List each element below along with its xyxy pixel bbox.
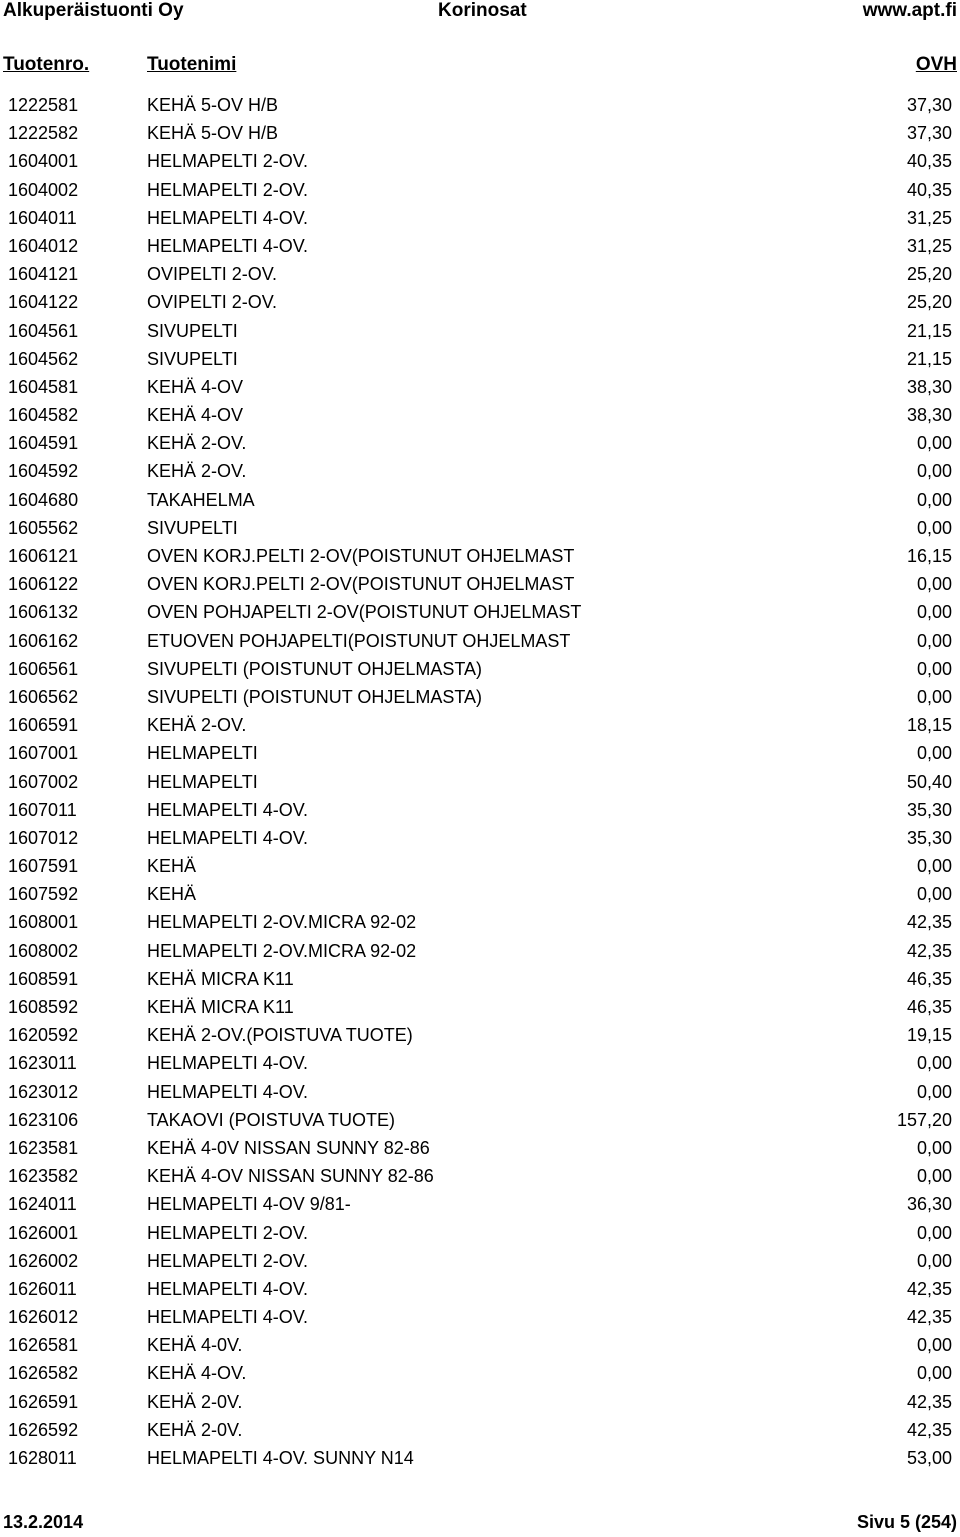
product-name-cell: HELMAPELTI 4-OV. SUNNY N14 (147, 1448, 414, 1468)
table-row (0, 457, 960, 485)
product-name-cell: HELMAPELTI 4-OV. (147, 235, 309, 256)
product-number-cell: 1606162 (8, 630, 79, 651)
table-row (0, 1021, 960, 1049)
product-name-cell: KEHÄ 4-OV NISSAN SUNNY 82-86 (147, 1166, 434, 1187)
product-number-cell: 1604001 (8, 151, 79, 172)
product-number-cell: 1604002 (8, 179, 79, 200)
product-number-cell: 1604121 (8, 264, 79, 285)
product-name-cell: KEHÄ 2-OV. (147, 461, 247, 482)
product-number-cell: 1626591 (8, 1391, 79, 1412)
price-cell: 0,00 (916, 517, 952, 538)
table-row (0, 1416, 960, 1444)
price-cell: 42,35 (906, 1278, 952, 1299)
price-cell: 40,35 (906, 151, 952, 172)
product-number-cell: 1607591 (8, 856, 79, 877)
product-name-cell: KEHÄ 5-OV H/B (147, 95, 279, 115)
table-row (0, 683, 960, 711)
price-cell: 42,35 (906, 1307, 952, 1328)
table-row (0, 1331, 960, 1359)
product-number-cell: 1607001 (8, 743, 79, 764)
product-number-cell: 1607011 (8, 799, 77, 820)
product-number-cell: 1606561 (8, 658, 79, 679)
price-cell: 0,00 (916, 743, 952, 764)
price-cell: 35,30 (906, 827, 952, 848)
product-number-cell: 1623011 (8, 1053, 77, 1074)
product-number-cell: 1607002 (8, 771, 79, 792)
price-cell: 0,00 (916, 1053, 952, 1074)
product-number-cell: 1608001 (8, 912, 79, 933)
price-cell: 0,00 (916, 658, 952, 679)
product-name-cell: HELMAPELTI 4-OV. (147, 207, 309, 228)
price-cell: 37,30 (906, 95, 952, 115)
product-name-cell: HELMAPELTI 4-OV. (147, 827, 309, 848)
product-name-cell: HELMAPELTI 4-OV. (147, 799, 309, 820)
price-cell: 35,30 (906, 799, 952, 820)
product-name-cell: KEHÄ 4-OV (147, 405, 244, 426)
product-name-cell: SIVUPELTI (147, 348, 238, 369)
table-row (0, 796, 960, 824)
table-row (0, 1275, 960, 1303)
product-name-cell: KEHÄ 2-0V. (147, 1419, 243, 1440)
table-row (0, 401, 960, 429)
product-number-cell: 1605562 (8, 517, 79, 538)
product-name-cell: HELMAPELTI 4-OV. (147, 1278, 309, 1299)
product-number-cell: 1623581 (8, 1137, 79, 1158)
column-header-product-name: Tuotenimi (147, 54, 237, 75)
table-row (0, 993, 960, 1021)
table-row (0, 908, 960, 936)
price-cell: 53,00 (906, 1448, 952, 1468)
product-name-cell: KEHÄ MICRA K11 (147, 968, 294, 989)
product-name-cell: HELMAPELTI 2-OV. (147, 151, 309, 172)
price-cell: 16,15 (906, 546, 952, 566)
price-cell: 42,35 (906, 912, 952, 933)
product-name-cell: SIVUPELTI (147, 320, 238, 341)
page-footer (0, 1512, 960, 1536)
table-row (0, 232, 960, 260)
price-cell: 37,30 (906, 123, 952, 144)
price-cell: 0,00 (916, 686, 952, 707)
table-row (0, 768, 960, 796)
product-name-cell: HELMAPELTI 4-OV. (147, 1081, 309, 1102)
product-number-cell: 1606132 (8, 602, 79, 623)
product-name-cell: SIVUPELTI (147, 517, 238, 538)
product-number-cell: 1604581 (8, 376, 79, 397)
column-header-product-no: Tuotenro. (3, 54, 90, 75)
price-cell: 0,00 (916, 1081, 952, 1102)
table-row (0, 965, 960, 993)
product-name-cell: TAKAHELMA (147, 489, 255, 510)
table-row (0, 514, 960, 542)
table-row (0, 598, 960, 626)
category-title: Korinosat (438, 0, 527, 21)
product-number-cell: 1626002 (8, 1250, 79, 1271)
product-number-cell: 1624011 (8, 1194, 77, 1215)
price-cell: 38,30 (906, 405, 952, 426)
product-number-cell: 1604011 (8, 207, 77, 228)
product-name-cell: KEHÄ 2-0V. (147, 1391, 243, 1412)
product-number-cell: 1620592 (8, 1025, 79, 1046)
product-number-cell: 1626012 (8, 1307, 79, 1328)
product-number-cell: 1604561 (8, 320, 79, 341)
product-name-cell: HELMAPELTI (147, 771, 258, 792)
price-cell: 0,00 (916, 1137, 952, 1158)
product-name-cell: OVEN KORJ.PELTI 2-OV(POISTUNUT OHJELMAST (147, 546, 575, 566)
product-number-cell: 1608592 (8, 997, 79, 1017)
table-row (0, 1106, 960, 1134)
product-name-cell: HELMAPELTI 4-OV. (147, 1053, 309, 1074)
table-row (0, 1359, 960, 1387)
table-row (0, 937, 960, 965)
product-number-cell: 1608591 (8, 968, 79, 989)
product-number-cell: 1623012 (8, 1081, 79, 1102)
product-name-cell: KEHÄ 4-OV (147, 376, 244, 397)
product-number-cell: 1606122 (8, 574, 79, 595)
table-row (0, 1303, 960, 1331)
product-name-cell: OVEN POHJAPELTI 2-OV(POISTUNUT OHJELMAST (147, 602, 582, 623)
table-row (0, 486, 960, 514)
product-number-cell: 1604591 (8, 433, 79, 454)
table-row (0, 711, 960, 739)
print-date: 13.2.2014 (3, 1512, 84, 1532)
price-cell: 0,00 (916, 1166, 952, 1187)
product-name-cell: SIVUPELTI (POISTUNUT OHJELMASTA) (147, 658, 483, 679)
product-number-cell: 1626582 (8, 1363, 79, 1384)
product-name-cell: OVIPELTI 2-OV. (147, 264, 278, 285)
product-name-cell: HELMAPELTI 4-OV 9/81- (147, 1194, 351, 1215)
price-cell: 0,00 (916, 489, 952, 510)
table-row (0, 176, 960, 204)
price-cell: 0,00 (916, 461, 952, 482)
product-name-cell: KEHÄ 2-OV.(POISTUVA TUOTE) (147, 1025, 413, 1046)
price-cell: 25,20 (906, 264, 952, 285)
product-name-cell: HELMAPELTI 2-OV. (147, 1222, 309, 1243)
price-cell: 21,15 (906, 348, 952, 369)
product-name-cell: KEHÄ MICRA K11 (147, 997, 294, 1017)
product-name-cell: KEHÄ 4-0V. (147, 1335, 243, 1356)
product-name-cell: HELMAPELTI 2-OV.MICRA 92-02 (147, 940, 417, 961)
price-cell: 42,35 (906, 940, 952, 961)
price-cell: 46,35 (906, 997, 952, 1017)
product-number-cell: 1604562 (8, 348, 79, 369)
price-cell: 18,15 (906, 715, 952, 736)
price-cell: 0,00 (916, 433, 952, 454)
table-row (0, 542, 960, 570)
price-cell: 0,00 (916, 856, 952, 877)
price-cell: 50,40 (906, 771, 952, 792)
table-row (0, 345, 960, 373)
table-row (0, 824, 960, 852)
table-row (0, 1444, 960, 1472)
table-row (0, 288, 960, 316)
product-name-cell: KEHÄ 2-OV. (147, 715, 247, 736)
page-header (0, 0, 960, 26)
column-header-price: OVH (915, 54, 957, 75)
product-number-cell: 1626581 (8, 1335, 79, 1356)
product-name-cell: KEHÄ (147, 856, 197, 877)
product-name-cell: SIVUPELTI (POISTUNUT OHJELMASTA) (147, 686, 483, 707)
price-cell: 42,35 (906, 1391, 952, 1412)
page-number: Sivu 5 (254) (856, 1512, 957, 1532)
table-row (0, 147, 960, 175)
company-name: Alkuperäistuonti Oy (3, 0, 184, 21)
price-cell: 157,20 (896, 1109, 952, 1130)
table-row (0, 1134, 960, 1162)
product-name-cell: HELMAPELTI 2-OV. (147, 179, 309, 200)
table-row (0, 739, 960, 767)
table-row (0, 429, 960, 457)
product-number-cell: 1606121 (8, 546, 79, 566)
product-name-cell: OVEN KORJ.PELTI 2-OV(POISTUNUT OHJELMAST (147, 574, 575, 595)
product-name-cell: ETUOVEN POHJAPELTI(POISTUNUT OHJELMAST (147, 630, 571, 651)
product-number-cell: 1222582 (8, 123, 79, 144)
price-cell: 0,00 (916, 1363, 952, 1384)
product-name-cell: HELMAPELTI 2-OV. (147, 1250, 309, 1271)
table-row (0, 655, 960, 683)
product-number-cell: 1607592 (8, 884, 79, 905)
product-name-cell: KEHÄ 4-0V NISSAN SUNNY 82-86 (147, 1137, 430, 1158)
table-row (0, 317, 960, 345)
product-name-cell: HELMAPELTI 2-OV.MICRA 92-02 (147, 912, 417, 933)
product-number-cell: 1628011 (8, 1448, 77, 1468)
table-row (0, 1388, 960, 1416)
table-row (0, 570, 960, 598)
website-address: www.apt.fi (862, 0, 957, 21)
price-cell: 40,35 (906, 179, 952, 200)
product-number-cell: 1626001 (8, 1222, 79, 1243)
table-row (0, 373, 960, 401)
table-row (0, 119, 960, 147)
product-number-cell: 1623106 (8, 1109, 79, 1130)
price-cell: 38,30 (906, 376, 952, 397)
table-row (0, 204, 960, 232)
product-number-cell: 1626592 (8, 1419, 79, 1440)
price-cell: 31,25 (906, 235, 952, 256)
price-cell: 0,00 (916, 574, 952, 595)
table-row (0, 91, 960, 119)
product-name-cell: HELMAPELTI (147, 743, 258, 764)
price-cell: 46,35 (906, 968, 952, 989)
table-row (0, 1219, 960, 1247)
price-cell: 0,00 (916, 602, 952, 623)
table-row (0, 1049, 960, 1077)
product-name-cell: KEHÄ (147, 884, 197, 905)
product-name-cell: OVIPELTI 2-OV. (147, 292, 278, 313)
price-cell: 31,25 (906, 207, 952, 228)
product-name-cell: HELMAPELTI 4-OV. (147, 1307, 309, 1328)
product-number-cell: 1607012 (8, 827, 79, 848)
price-cell: 21,15 (906, 320, 952, 341)
product-name-cell: TAKAOVI (POISTUVA TUOTE) (147, 1109, 396, 1130)
price-cell: 25,20 (906, 292, 952, 313)
product-number-cell: 1604592 (8, 461, 79, 482)
price-cell: 0,00 (916, 1335, 952, 1356)
product-name-cell: KEHÄ 2-OV. (147, 433, 247, 454)
price-cell: 19,15 (906, 1025, 952, 1046)
table-row (0, 1162, 960, 1190)
table-row (0, 627, 960, 655)
table-row (0, 852, 960, 880)
table-row (0, 260, 960, 288)
column-headers (0, 54, 960, 80)
product-number-cell: 1606591 (8, 715, 79, 736)
table-row (0, 880, 960, 908)
product-name-cell: KEHÄ 5-OV H/B (147, 123, 279, 144)
product-number-cell: 1604680 (8, 489, 79, 510)
product-number-cell: 1626011 (8, 1278, 77, 1299)
product-name-cell: KEHÄ 4-OV. (147, 1363, 247, 1384)
product-number-cell: 1604582 (8, 405, 79, 426)
table-row (0, 1078, 960, 1106)
price-cell: 0,00 (916, 1222, 952, 1243)
product-number-cell: 1604012 (8, 235, 79, 256)
product-table (0, 91, 960, 1472)
table-row (0, 1247, 960, 1275)
price-cell: 36,30 (906, 1194, 952, 1215)
price-cell: 42,35 (906, 1419, 952, 1440)
product-number-cell: 1222581 (8, 95, 79, 115)
price-cell: 0,00 (916, 1250, 952, 1271)
price-cell: 0,00 (916, 884, 952, 905)
product-number-cell: 1608002 (8, 940, 79, 961)
product-number-cell: 1604122 (8, 292, 79, 313)
price-cell: 0,00 (916, 630, 952, 651)
table-row (0, 1190, 960, 1218)
product-number-cell: 1623582 (8, 1166, 79, 1187)
product-number-cell: 1606562 (8, 686, 79, 707)
